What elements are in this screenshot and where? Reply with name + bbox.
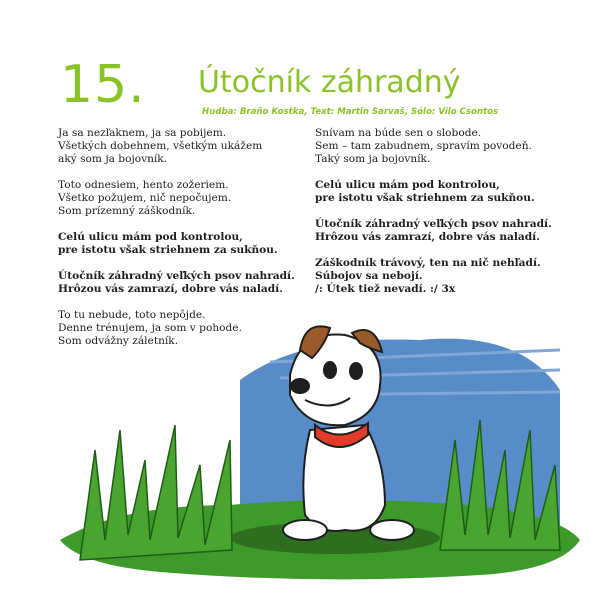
lyrics-stanza bbox=[315, 218, 585, 244]
lyric-line: /: Útek tiež nevadí. :/ 3x bbox=[315, 283, 456, 295]
song-header bbox=[60, 55, 580, 125]
lyrics-stanza bbox=[58, 231, 298, 257]
lyrics-stanza bbox=[58, 270, 298, 296]
dog-illustration bbox=[0, 300, 600, 600]
song-title: Útočník záhradný bbox=[198, 65, 461, 100]
lyric-line: Záškodník trávový, ten na nič nehľadí. bbox=[315, 257, 541, 269]
lyrics-stanza bbox=[315, 127, 585, 166]
dog-nose bbox=[291, 379, 309, 393]
lyric-line: Útočník záhradný veľkých psov nahradí. bbox=[315, 218, 552, 230]
lyrics-stanza bbox=[58, 179, 298, 218]
lyric-line: Toto odnesiem, hento zožeriem. bbox=[58, 179, 229, 191]
lyric-line: Celú ulicu mám pod kontrolou, bbox=[315, 179, 500, 191]
lyric-line: pre istotu však striehnem za sukňou. bbox=[58, 244, 278, 256]
lyric-line: aký som ja bojovník. bbox=[58, 153, 168, 165]
lyric-line: Som prízemný záškodník. bbox=[58, 205, 196, 217]
lyric-line: Hrôzou vás zamrazí, dobre vás naladí. bbox=[315, 231, 540, 243]
lyric-line: pre istotu však striehnem za sukňou. bbox=[315, 192, 535, 204]
lyric-line: Ja sa nezľaknem, ja sa pobijem. bbox=[58, 127, 227, 139]
dog-paw-left bbox=[283, 520, 327, 540]
lyric-line: Útočník záhradný veľkých psov nahradí. bbox=[58, 270, 295, 282]
lyrics-stanza bbox=[58, 127, 298, 166]
lyric-line: Sem – tam zabudnem, spravím povodeň. bbox=[315, 140, 532, 152]
lyrics-stanza bbox=[315, 257, 585, 296]
grass-left bbox=[80, 425, 232, 560]
lyric-line: Hrôzou vás zamrazí, dobre vás naladí. bbox=[58, 283, 283, 295]
dog-paw-right bbox=[370, 520, 414, 540]
lyric-line: Súbojov sa nebojí. bbox=[315, 270, 423, 282]
lyrics-column-right bbox=[315, 127, 585, 309]
lyric-line: Všetkých dobehnem, všetkým ukážem bbox=[58, 140, 263, 152]
dog-eye-right bbox=[350, 363, 362, 379]
lyric-line: Denne trénujem, ja som v pohode. bbox=[58, 322, 242, 334]
song-number: 15. bbox=[60, 55, 146, 115]
lyric-line: Všetko požujem, nič nepočujem. bbox=[58, 192, 232, 204]
lyric-line: Som odvážny záletník. bbox=[58, 335, 179, 347]
lyric-line: Taký som ja bojovník. bbox=[315, 153, 431, 165]
dog-eye-left bbox=[324, 362, 336, 378]
song-credits: Hudba: Braňo Kostka, Text: Martin Sarvaš, Sólo: Vilo Csontos bbox=[202, 107, 499, 117]
lyric-line: Celú ulicu mám pod kontrolou, bbox=[58, 231, 243, 243]
lyric-line: Snívam na búde sen o slobode. bbox=[315, 127, 482, 139]
lyrics-stanza bbox=[315, 179, 585, 205]
lyric-line: To tu nebude, toto nepôjde. bbox=[58, 309, 206, 321]
